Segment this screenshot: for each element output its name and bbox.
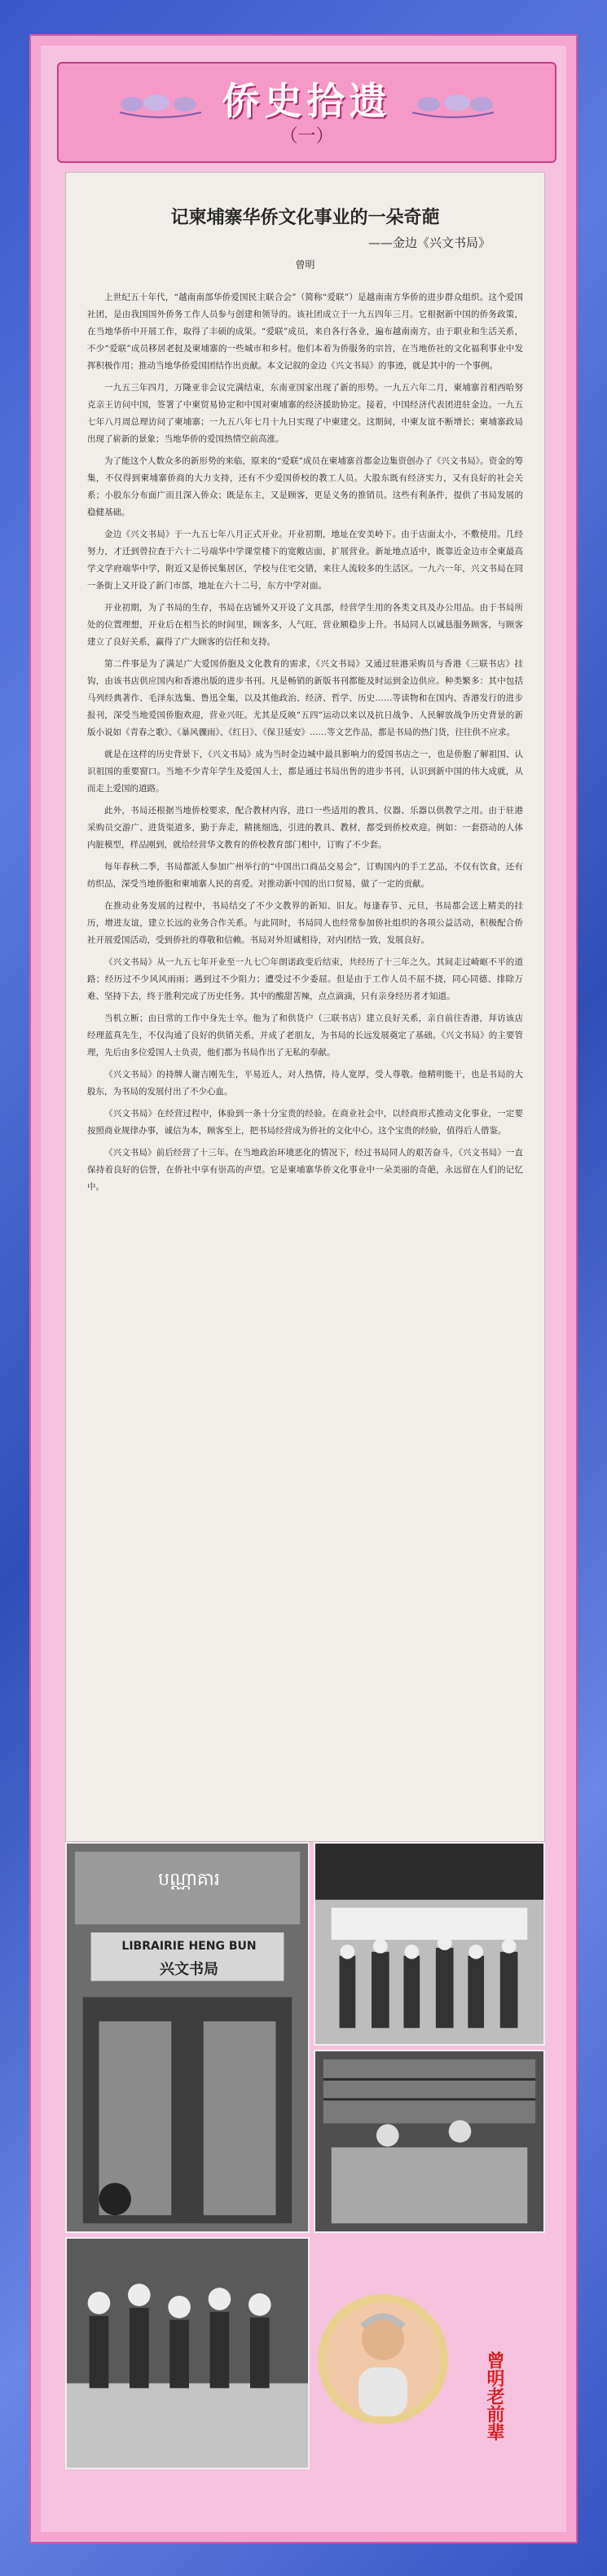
portrait-caption: 曾明老前辈 (484, 2351, 505, 2441)
article-paragraph: 第二件事是为了满足广大爱国侨胞及文化教育的需求，《兴文书局》又通过驻港采购员与香港《三联书店》挂钩，由该书店供应国内和香港出版的进步书刊。凡是畅销的新版书刊都能及时运到金边供应。种类繁多：其中包括马列经典著作、毛泽东选集、鲁迅全集，以及其他政治、经济、哲学、历史……等读物和在国内、香港发行的进步报刊，深受当地爱国侨胞欢迎，营业兴旺。尤其是反映“五四”运动以来以及抗日战争、人民解放战争历史背景的新版小说如《青春之歌》、《暴风骤雨》、《红日》、《保卫延安》……等文艺作品，都是书局的热门货，往往供不应求。 (87, 659, 523, 737)
header-banner (57, 62, 556, 163)
article-paragraph: 在推动业务发展的过程中，书局结交了不少文教界的新知、旧友。每逢春节、元旦，书局都会送上精美的挂历，增进友谊，建立长远的业务合作关系。与此同时，书局同人也经常参加侨社组织的各项公益活动，积极配合侨社开展爱国活动，受到侨社的尊敬和信赖。书局对外坦诚相待，对内团结一致，发展良好。 (87, 901, 523, 945)
article-paragraph: 每年春秋二季，书局都派人参加广州举行的“中国出口商品交易会”，订购国内的手工艺品，不仅有饮食，还有纺织品，深受当地侨胞和柬埔寨人民的喜爱。对推动新中国的出口贸易，做了一定的贡献。 (87, 862, 523, 889)
article-paragraph: 《兴文书局》从一九五七年开业至一九七〇年朗诺政变后结束，共经历了十三年之久。其间走过崎岖不平的道路；经历过不少风风雨雨；遇到过不少阻力；遭受过不少委屈。但是由于工作人员不屈不挠，同心同德、排除万难、坚持下去，终于胜利完成了历史任务。其中的酸甜苦辣，点点滴滴，只有亲身经历者才知道。 (87, 957, 523, 1001)
article-author: 曾明 (295, 259, 315, 270)
header-subtitle: （一） (279, 126, 334, 147)
page-frame (29, 34, 578, 2543)
article-subtitle: ——金边《兴文书局》 (367, 235, 490, 250)
storefront-photo (65, 1842, 310, 2233)
article-title: 记柬埔寨华侨文化事业的一朵奇葩 (170, 207, 440, 228)
article-paragraph: 当机立断；由日常的工作中身先士卒。他为了和供货户（三联书店）建立良好关系，亲自前往香港，拜访该店经理蓝真先生，不仅沟通了良好的供销关系，并成了老朋友，为书局的长远发展奠定了基础。《兴文书局》的主要管理，先后由多位爱国人士负责，他们都为书局作出了无私的奉献。 (87, 1013, 523, 1057)
article-paragraph: 《兴文书局》前后经营了十三年。在当地政治环境恶化的情况下，经过书局同人的艰苦奋斗，《兴文书局》一直保持着良好的信誉，在侨社中享有崇高的声望。它是柬埔寨华侨文化事业中一朵美丽的奇葩，永远留在人们的记忆中。 (87, 1148, 523, 1192)
article-paragraph: 开业初期，为了书局的生存，书局在店铺外又开设了文具部，经营学生用的各类文具及办公用品。由于书局所处的位置理想，开业后在相当长的时间里，顾客多，人气旺，营业额稳步上升。书局同人以诚恳服务顾客，与顾客建立了良好关系，赢得了广大顾客的信任和支持。 (87, 603, 523, 647)
article-paragraph: 金边《兴文书局》于一九五七年八月正式开业。开业初期，地址在安美岭下。由于店面太小，不敷使用。几经努力，才迁到曾拉查于六十二号端华中学课堂楼下的宽敞店面，扩展营业。新址地点适中，既靠近金边市全柬最高学文学府端华中学，附近又是侨民集居区，学校与住宅交错，来往人流较多的生活区。一九六一年，兴文书局在同一条街上又开设了新门市部，地址在六十二号，东方中学对面。 (87, 530, 523, 591)
customers-photo (65, 2237, 310, 2469)
storefront-khmer-sign: បណ្ណាគារ (158, 1870, 220, 1890)
article-paragraph: 为了能这个人数众多的新形势的来临，原来的“爱联”成员在柬埔寨首都金边集资创办了《兴文书局》。资金的筹集，不仅得到柬埔寨侨商的大力支持，还有不少爱国侨校的教工人员。大股东既有经济实力，又有良好的社会关系；小股东分布面广而且深入侨众；既是东主，又是顾客，更是义务的推销员。这些有利条件，提供了书局发展的稳健基础。 (87, 456, 523, 517)
article-paragraph: 此外，书局还根据当地侨校要求，配合教材内容，进口一些适用的教具、仪器、乐器以供教学之用。由于驻港采购员交游广、进货渠道多，勤于奔走，精挑细选，引进的教具、教材，都受到侨校欢迎。例如：一套搭动的人体内脏模型，样品刚到，就给经营华文教育的侨校教育部门相中，订购了不少套。 (87, 806, 523, 850)
storefront-english-sign: LIBRAIRIE HENG BUN (121, 1940, 257, 1953)
opening-ceremony-photo (314, 1842, 545, 2046)
shop-interior-photo (314, 2050, 545, 2233)
portrait-frame (314, 2237, 452, 2469)
article-paragraph: 一九五三年四月，万隆亚非会议完满结束，东南亚国家出现了新的形势。一九五六年二月，柬埔寨首相西哈努克亲王访问中国，签署了中柬贸易协定和中国对柬埔寨的经济援助协定。接着，中国经济代表团进驻金边。一九五七年八月周总理访问了柬埔寨；一九五八年七月十九日实现了中柬建交。这期间，中柬友谊不断增长；柬埔寨政局出现了崭新的景象；当地华侨的爱国热情空前高涨。 (87, 383, 523, 444)
article-paragraph: 上世纪五十年代，“越南南部华侨爱国民主联合会”（简称“爱联”）是越南南方华侨的进步群众组织。这个爱国社团，是由我国国外侨务工作人员参与创建和领导的。该社团成立于一九五四年三月。它根据新中国的侨务政策，在当地华侨中开展工作，取得了丰硕的成果。“爱联”成员，来自各行各业，遍布越南南方。由于职业和生活关系，不少“爱联”成员移居老挝及柬埔寨的一些城市和乡村。他们本着为侨服务的宗旨，在当地侨社的文化福利事业中发挥积极作用；推动当地华侨爱国团结作出贡献。本文记叙的金边《兴文书局》的事迹，就是其中的一个事例。 (87, 292, 523, 371)
storefront-chinese-sign: 兴文书局 (160, 1961, 218, 1978)
article-page (65, 172, 545, 1842)
frame-inner (41, 46, 566, 2532)
article-paragraph: 《兴文书局》在经营过程中，体验到一条十分宝贵的经验。在商业社会中，以经商形式推动文化事业，一定要按照商业规律办事，诚信为本，顾客至上，把书局经营成为侨社的文化中心。这个宝贵的经验，值得后人借鉴。 (87, 1109, 523, 1136)
flower-garland-right-icon (408, 88, 498, 121)
article-paragraph: 就是在这样的历史背景下，《兴文书局》成为当时金边城中最具影响力的爱国书店之一，也是侨胞了解祖国、认识祖国的重要窗口。当地不少青年学生及爱国人士，都是通过书局出售的进步书刊，认识到新中国的伟大成就，从而走上爱国的道路。 (87, 750, 523, 793)
article-paragraph: 《兴文书局》的持牌人谢吉刚先生，平易近人，对人热情，待人宽厚，受人尊敬。他精明能干，也是书局的大股东，为书局的发展付出了不少心血。 (87, 1070, 523, 1097)
header-title: 侨史拾遗 (222, 79, 392, 123)
